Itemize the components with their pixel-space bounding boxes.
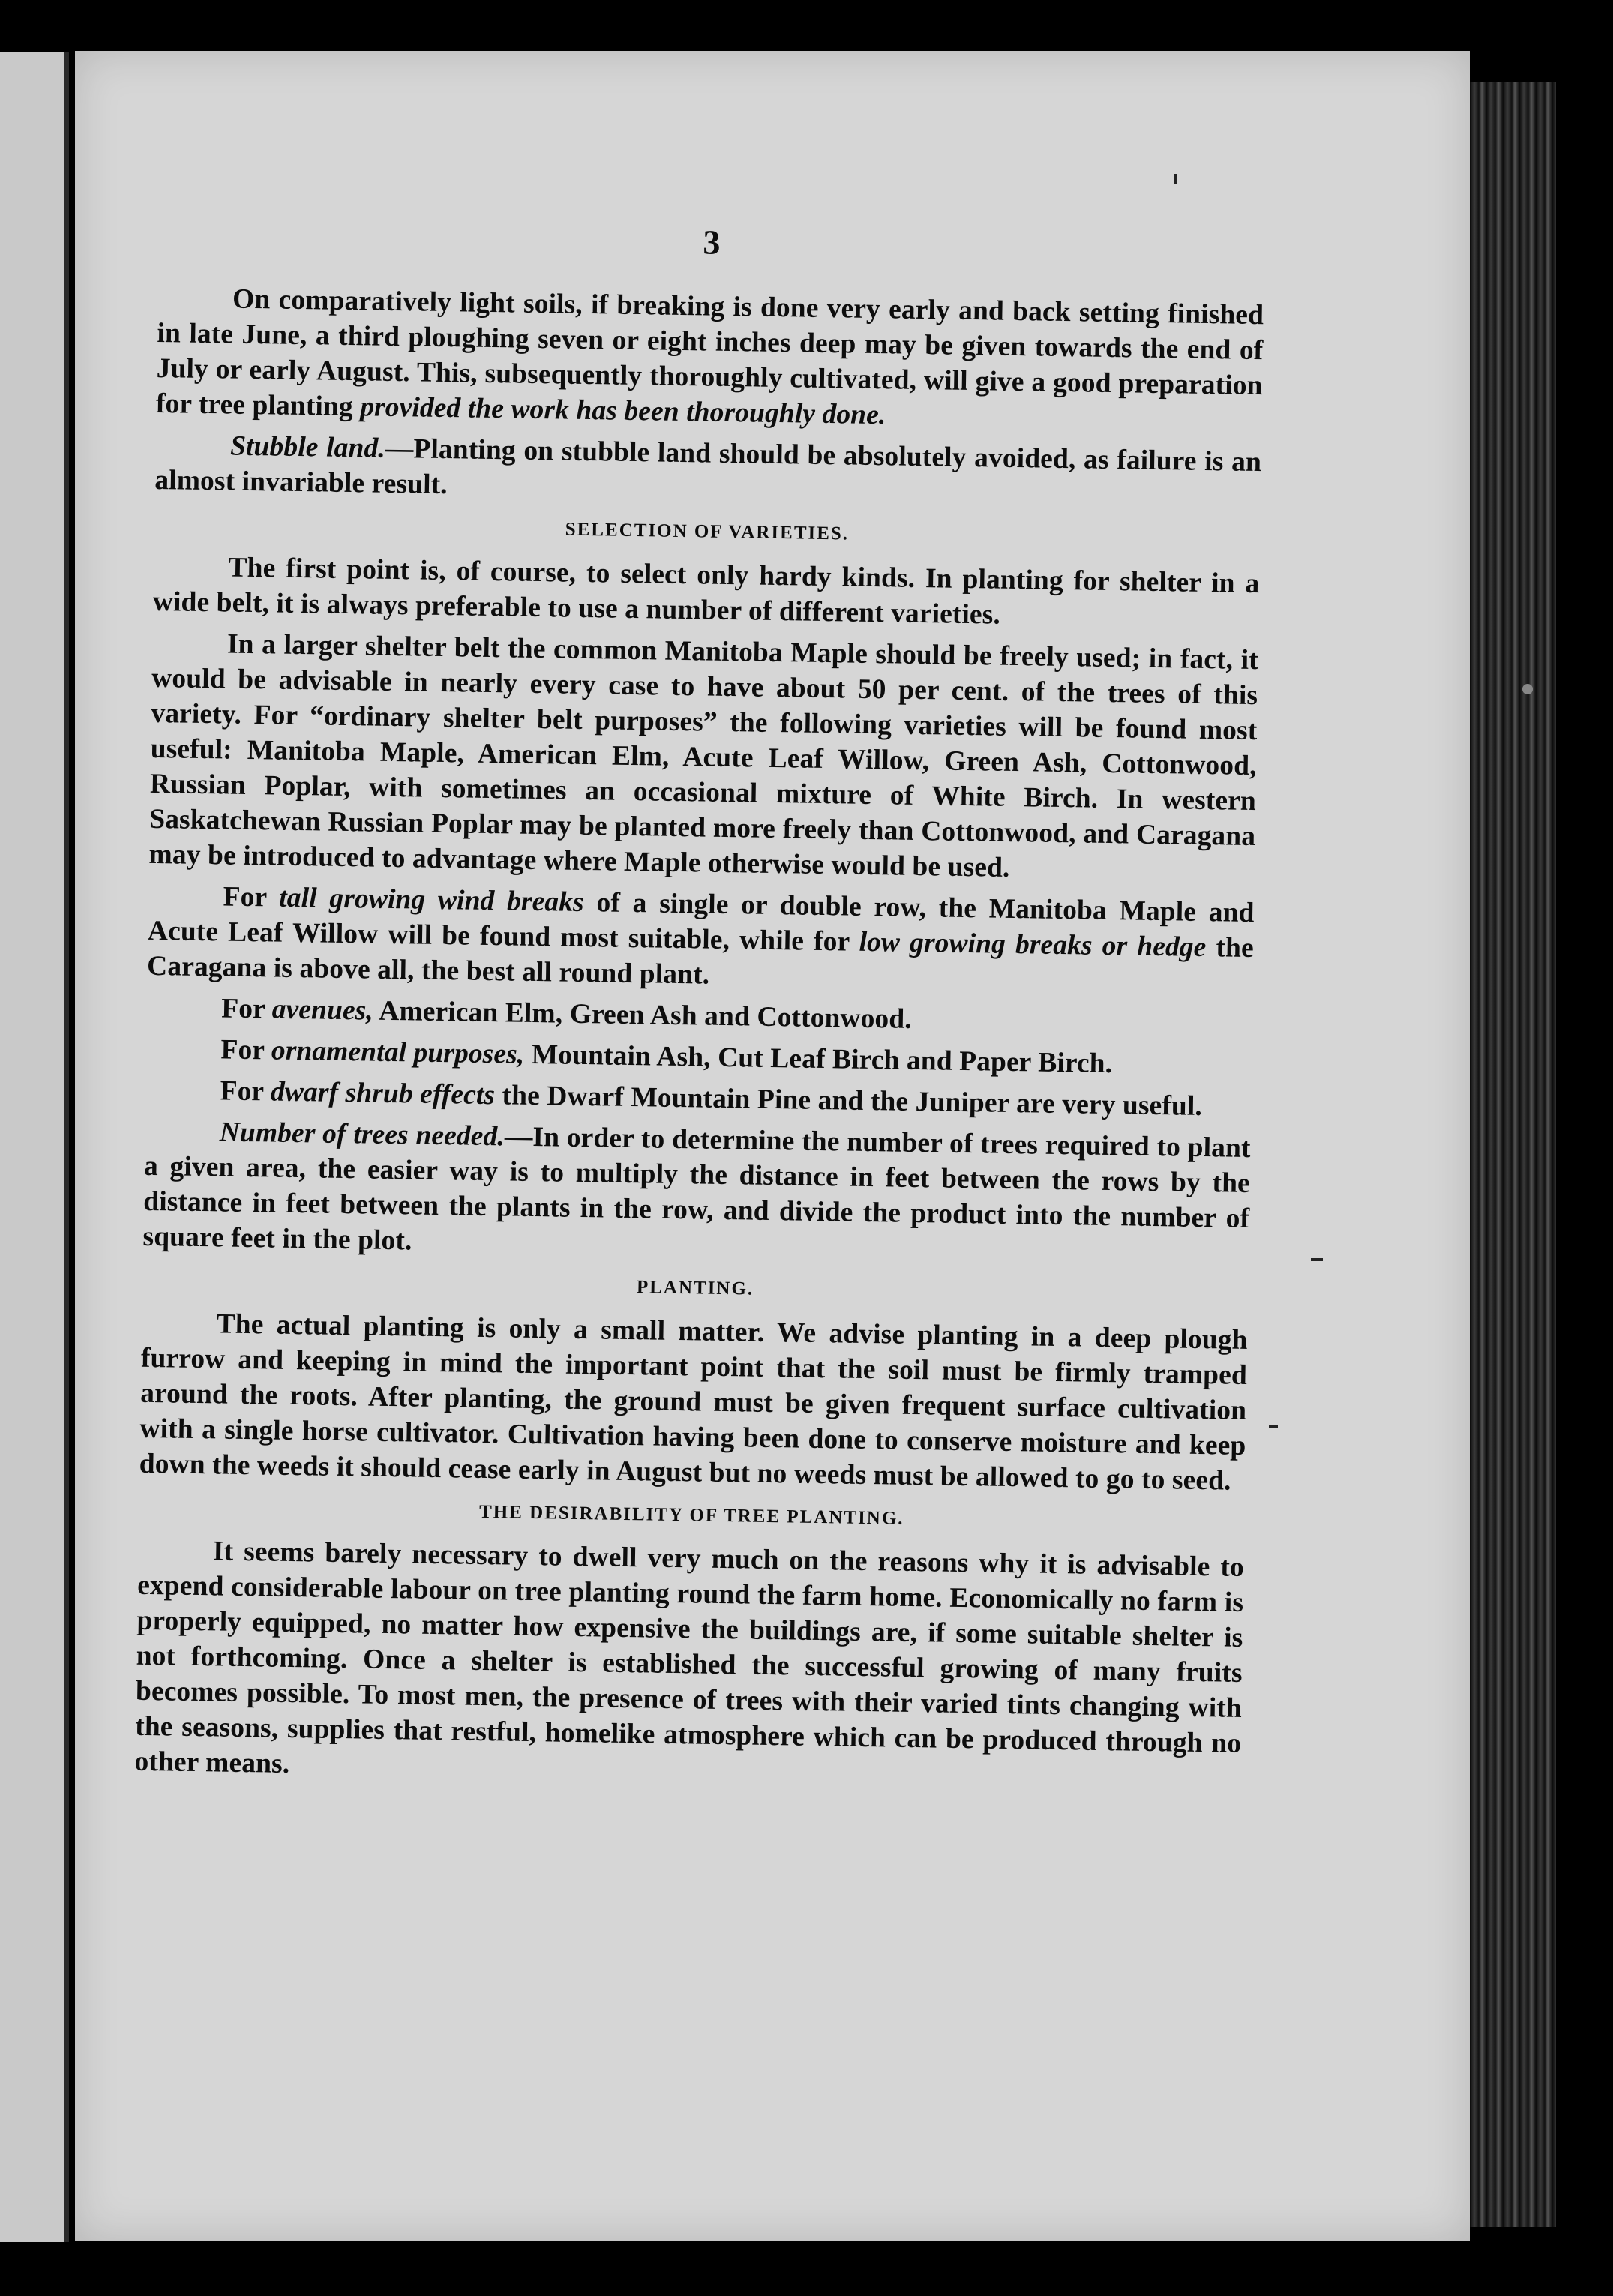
scan-speck xyxy=(1522,684,1533,694)
paragraph-desirability: It seems barely necessary to dwell very much on the reasons why it is advisable to expend considerable labour on tree planting round the farm home. Economically no farm is properly equipped, no matter how expensive the buildings are, if some suitable shelter is not forthcoming. Once a shelter is established the successful growing of many fruits becomes possible. To most men, the presence of trees with their varied tints changing with the seasons, supplies that restful, homelike atmosphere which can be produced through no other means. xyxy=(134,1536,1245,1779)
paragraph-stubble-land: Stubble land.—Planting on stubble land should be absolutely avoided, as failure is an almost invariable result. xyxy=(154,430,1262,501)
paragraph-planting: The actual planting is only a small matter. We advise planting in a deep plough furrow and keeping in mind the important point that the soil must be firmly tramped around the roots. After planting, the ground must be given frequent surface cultivation with a single horse cultivator. Cultivation having been done to conserve moisture and keep down the weeds it should cease early in August but no weeds must be allowed to go to seed. xyxy=(139,1308,1248,1497)
heading-desirability: THE DESIRABILITY OF TREE PLANTING. xyxy=(478,1501,904,1529)
scan-speck xyxy=(1269,1425,1278,1428)
page-text xyxy=(134,214,1265,1803)
paragraph-dwarf-shrub: For dwarf shrub effects the Dwarf Mountain Pine and the Juniper are very useful. xyxy=(220,1075,1203,1122)
paragraph-avenues: For avenues, American Elm, Green Ash and Cottonwood. xyxy=(221,993,913,1035)
paragraph-ornamental: For ornamental purposes, Mountain Ash, Cut Leaf Birch and Paper Birch. xyxy=(220,1034,1113,1080)
scan-speck xyxy=(1174,174,1177,184)
facing-page-edge xyxy=(0,52,69,2242)
paragraph-hardy-kinds: The first point is, of course, to select only hardy kinds. In planting for shelter in a wide belt, it is always preferable to use a number of different varieties. xyxy=(152,552,1260,631)
page-edge-stack xyxy=(1470,82,1556,2227)
paragraph-shelter-belt: In a larger shelter belt the common Manitoba Maple should be freely used; in fact, it would be advisable in nearly every case to have about 50 per cent. of the trees of this variety. For “ordinary shelter belt purposes” the following varieties will be found most useful: Manitoba Maple, American Elm, Acute Leaf Willow, Green Ash, Cottonwood, Russian Poplar, with sometimes an occasional mixture of White Birch. In western Saskatchewan Russian Poplar may be planted more freely than Cottonwood, and Caragana may be introduced to advantage where Maple otherwise would be used. xyxy=(148,628,1259,883)
paragraph-wind-breaks: For tall growing wind breaks of a single or double row, the Manitoba Maple and Acute Leaf Willow will be found most suitable, while for low growing breaks or hedge the Caragana is above all, the best all round plant. xyxy=(146,881,1255,991)
heading-planting: PLANTING. xyxy=(636,1277,754,1299)
scan-speck xyxy=(1311,1258,1323,1261)
heading-selection-of-varieties: SELECTION OF VARIETIES. xyxy=(565,519,850,544)
paragraph-number-of-trees: Number of trees needed.—In order to determine the number of trees required to plant a given area, the easier way is to multiply the distance in feet between the rows by the distance in feet between the plants in the row, and divide the product into the number of square feet in the plot. xyxy=(142,1117,1251,1257)
page-number: 3 xyxy=(703,223,721,262)
paragraph-light-soils: On comparatively light soils, if breaking is done very early and back setting finished in late June, a third ploughing seven or eight inches deep may be given towards the end of July or early August. This, subsequently thoroughly cultivated, will give a good preparation for tree planting provided the work has been thoroughly done. xyxy=(155,283,1264,431)
